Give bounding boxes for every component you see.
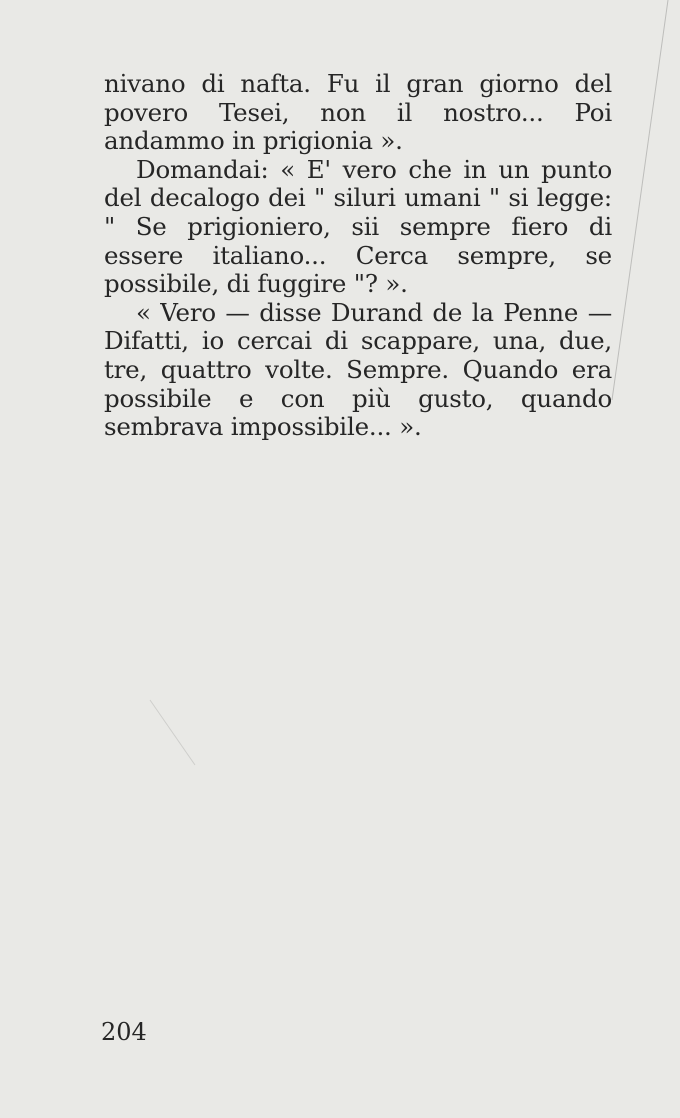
paragraph-2: Domandai: « E' vero che in un punto del decalogo dei " siluri umani " si legge: " Se prigioniero, sii sempre fiero di essere italiano... Cerca sempre, se possibile, di fuggire "? ». [104, 154, 612, 299]
page-number: 204 [101, 1018, 147, 1046]
body-text [104, 70, 612, 442]
paragraph-3: « Vero — disse Durand de la Penne — Difatti, io cercai di scappare, una, due, tre, quattro volte. Sempre. Quando era possibile e con più gusto, quando sembrava impossibile... ». [104, 297, 612, 442]
paragraph-1: nivano di nafta. Fu il gran giorno del povero Tesei, non il nostro... Poi andammo in prigionia ». [104, 69, 612, 156]
